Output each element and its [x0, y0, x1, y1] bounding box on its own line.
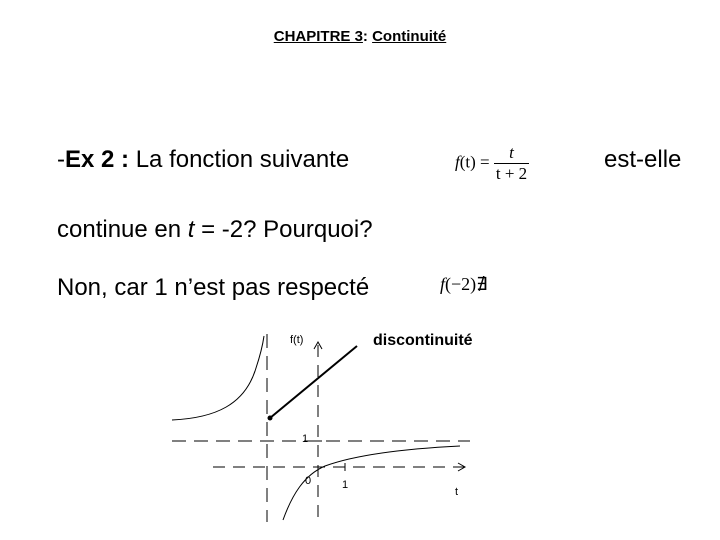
line-segment	[270, 346, 357, 418]
formula-f: f	[455, 152, 460, 172]
formula-numerator: t	[494, 143, 529, 164]
formula-denominator: t + 2	[495, 164, 528, 183]
chapter-separator: :	[362, 28, 368, 45]
origin-label: 0	[305, 475, 312, 487]
segment-endpoint	[268, 416, 273, 421]
line2-variable: t	[187, 216, 195, 243]
asymptote-value-label: 1	[302, 433, 309, 445]
line2-text-a: continue en	[57, 216, 188, 243]
x-tick-label-1: 1	[342, 479, 349, 491]
curve-left-branch	[172, 336, 264, 420]
answer-not-exists-symbol: ∄	[476, 274, 488, 294]
answer-f: f	[440, 274, 446, 294]
y-axis-label: f(t)	[290, 334, 304, 346]
line2-text-b: = -2? Pourquoi?	[194, 216, 373, 243]
answer-arg: (−2)	[445, 274, 477, 294]
chapter-label: CHAPITRE 3	[273, 28, 363, 45]
answer-text: Non, car 1 n’est pas respecté	[57, 274, 370, 301]
exercise-prefix: -	[57, 146, 65, 173]
formula-lhs: (t) =	[459, 152, 490, 172]
x-axis-label: t	[455, 486, 459, 498]
discontinuity-label: discontinuité	[373, 332, 473, 349]
exercise-text-end: est-elle	[604, 146, 682, 173]
exercise-text: La fonction suivante	[129, 146, 350, 173]
chapter-topic: Continuité	[372, 28, 447, 45]
exercise-label: Ex 2 :	[65, 146, 130, 173]
